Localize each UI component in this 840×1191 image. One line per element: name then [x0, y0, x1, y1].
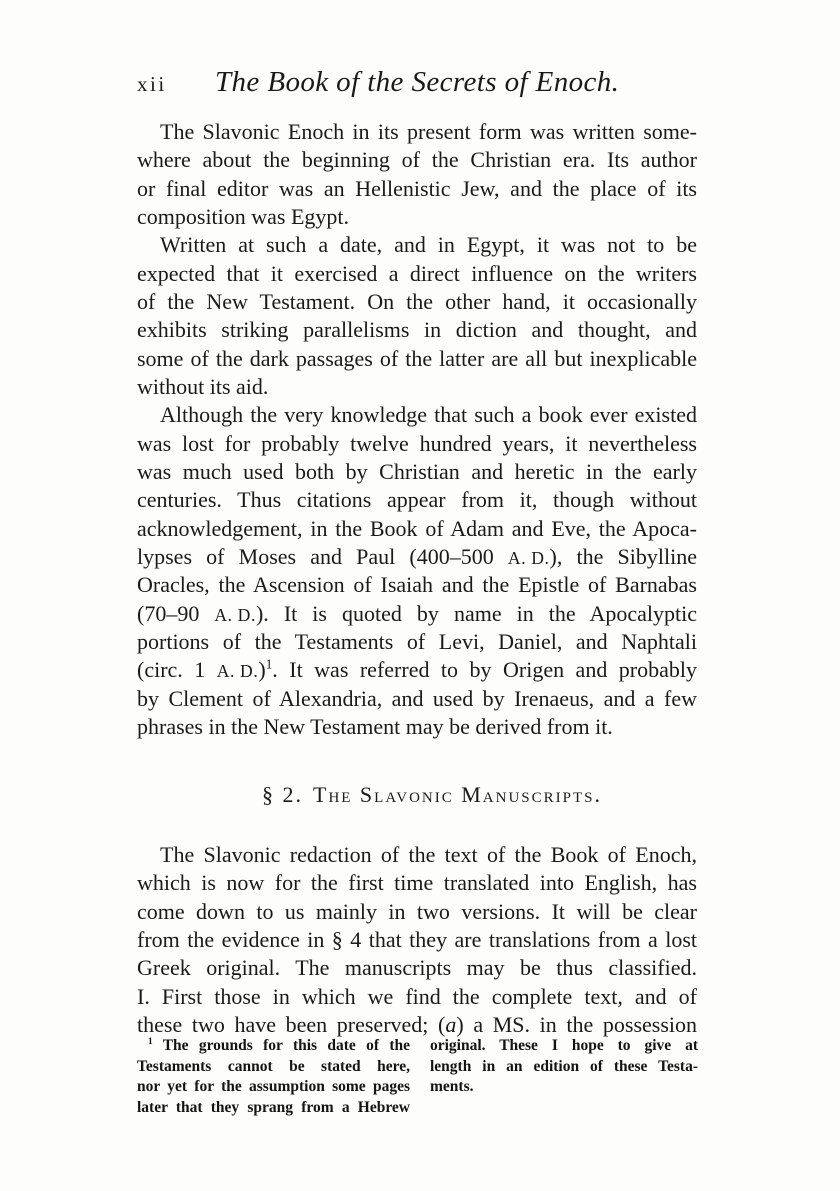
line-text: lypses of Moses and Paul (400–500 [137, 543, 508, 569]
footnote-text: The grounds for this date of the [162, 1037, 410, 1054]
text-line: by Clement of Alexandria, and used by Irenaeus, and a few [137, 685, 697, 711]
footnote-line: length in an edition of these Testa- [430, 1057, 698, 1075]
text-line [137, 600, 697, 628]
text-line: composition was Egypt. [137, 203, 350, 229]
paragraph-4 [137, 841, 697, 1039]
line-text: (circ. 1 [137, 657, 217, 683]
line-text: . It was referred to by Origen and probably [272, 657, 698, 683]
text-line [137, 656, 697, 684]
era-abbreviation: A. D. [214, 604, 256, 625]
text-line: I. First those in which we find the complete text, and of [137, 983, 697, 1009]
text-line: Although the very knowledge that such a book ever existed [160, 402, 697, 428]
section-number: § 2. [262, 782, 303, 807]
text-line [137, 543, 697, 571]
body-text-upper [137, 118, 697, 741]
text-line: come down to us mainly in two versions. It will be clear [137, 898, 697, 924]
footnote-column-right [430, 1036, 698, 1098]
italic-letter: a [445, 1011, 457, 1037]
line-text: (70–90 [137, 600, 215, 626]
text-line: from the evidence in § 4 that they are translations from a lost [137, 926, 697, 952]
text-line: was much used both by Christian and heretic in the early [137, 458, 697, 484]
paragraph-1 [137, 118, 697, 231]
footnote-line: original. These I hope to give at [430, 1037, 698, 1054]
text-line: centuries. Thus citations appear from it, though without [137, 487, 697, 513]
text-line: was lost for probably twelve hundred years, it nevertheless [137, 430, 697, 456]
text-line: Oracles, the Ascension of Isaiah and the Epistle of Barnabas [137, 572, 697, 598]
footnote-line [137, 1036, 410, 1057]
era-abbreviation: A. D. [507, 547, 550, 568]
footnote-line: later that they sprang from a Hebrew [137, 1099, 410, 1117]
text-line: expected that it exercised a direct influence on the writers [137, 260, 697, 286]
text-line: some of the dark passages of the latter are all but inexplicable [137, 345, 697, 371]
paragraph-2 [137, 231, 697, 401]
page-header [137, 66, 697, 106]
line-text: ) a MS. in the possession [456, 1011, 698, 1037]
text-line: phrases in the New Testament may be derived from it. [137, 713, 613, 739]
text-line: The Slavonic Enoch in its present form was written some- [160, 119, 697, 144]
line-text: ), the Sibylline [549, 543, 697, 569]
footnote-marker: 1 [148, 1036, 153, 1047]
paragraph-3 [137, 401, 697, 741]
text-line: acknowledgement, in the Book of Adam and Eve, the Apoca- [137, 515, 697, 541]
footnote-line: ments. [430, 1078, 474, 1096]
body-text-lower [137, 841, 697, 1039]
text-line: Greek original. The manuscripts may be thus classified. [137, 955, 697, 981]
section-title: The Slavonic Manuscripts. [313, 782, 602, 807]
line-text: ). It is quoted by name in the Apocalyptic [255, 600, 697, 626]
line-text: these two have been preserved; ( [137, 1011, 446, 1037]
text-line: which is now for the first time translated into English, has [137, 870, 697, 896]
text-line: exhibits striking parallelisms in diction and thought, and [137, 317, 697, 343]
footnote-line: nor yet for the assumption some pages [137, 1078, 410, 1096]
text-line: without its aid. [137, 373, 269, 399]
footnote-line: Testaments cannot be stated here, [137, 1057, 410, 1075]
text-line: or final editor was an Hellenistic Jew, and the place of its [137, 175, 697, 201]
footnote-column-left [137, 1036, 410, 1119]
running-title: The Book of the Secrets of Enoch. [215, 66, 620, 98]
text-line: of the New Testament. On the other hand, it occasionally [137, 288, 697, 314]
text-line: portions of the Testaments of Levi, Daniel, and Naphtali [137, 628, 697, 654]
text-line: where about the beginning of the Christian era. Its author [137, 147, 697, 173]
text-line: Written at such a date, and in Egypt, it was not to be [160, 232, 697, 258]
line-text: ) [258, 657, 266, 683]
footnote-reference: 1 [265, 656, 273, 672]
text-line: The Slavonic redaction of the text of the Book of Enoch, [160, 842, 697, 867]
section-heading [167, 780, 697, 810]
page-number: xii [137, 72, 167, 96]
era-abbreviation: A. D. [216, 661, 259, 682]
